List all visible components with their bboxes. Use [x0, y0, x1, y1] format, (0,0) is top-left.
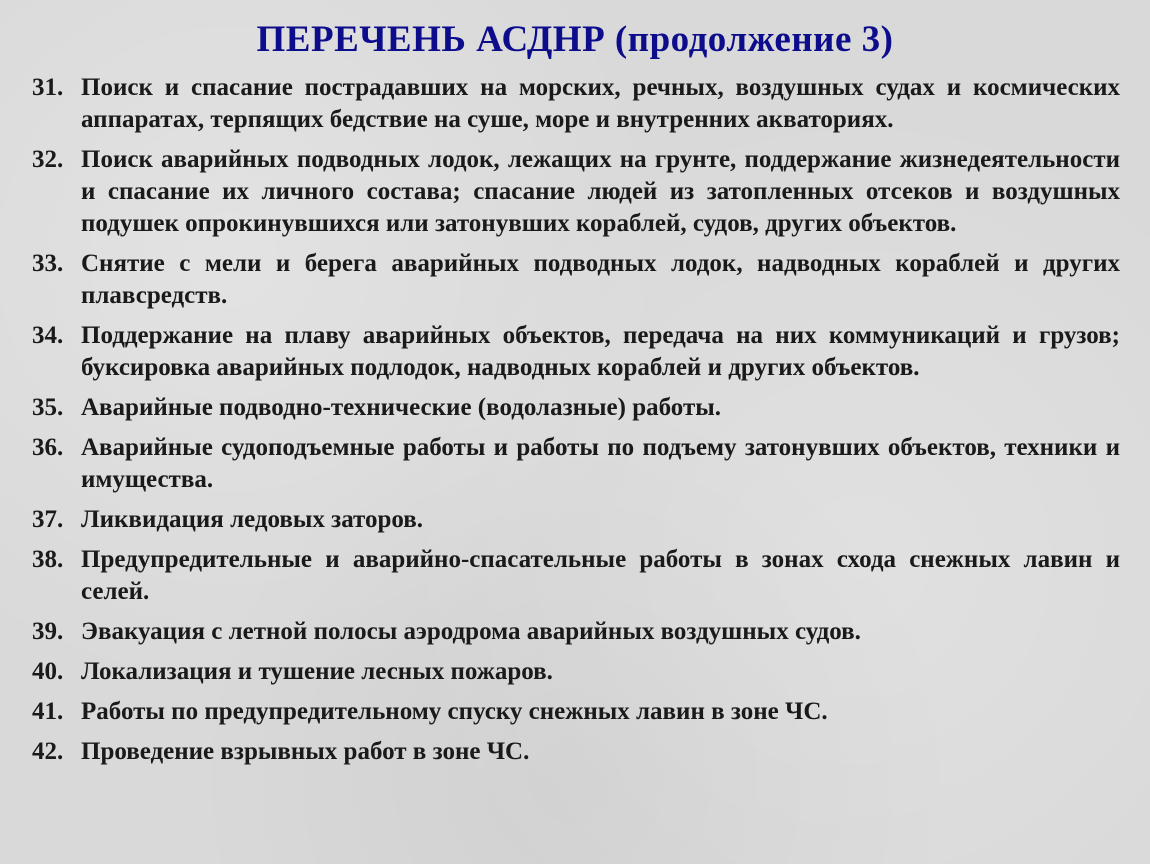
item-number: 36.: [32, 434, 64, 461]
item-text: Аварийные судоподъемные работы и работы по подъему затонувших объектов, техники и имущества.: [81, 434, 1120, 493]
item-text: Поиск и спасание пострадавших на морских, речных, воздушных судах и космических аппаратах, терпящих бедствие на суше, море и внутренних акваториях.: [81, 74, 1120, 133]
item-text: Снятие с мели и берега аварийных подводных лодок, надводных кораблей и других плавсредств.: [81, 250, 1120, 309]
list-item: [32, 248, 1120, 312]
list-item: [32, 320, 1120, 384]
item-number: 33.: [32, 250, 64, 277]
item-number: 38.: [32, 546, 64, 573]
item-text: Предупредительные и аварийно-спасательные работы в зонах схода снежных лавин и селей.: [81, 546, 1120, 605]
list-item: [32, 656, 1120, 688]
item-number: 41.: [32, 698, 64, 725]
list-item: [32, 696, 1120, 728]
page-title: ПЕРЕЧЕНЬ АСДНР (продолжение 3): [256, 19, 894, 60]
list-item: [32, 616, 1120, 648]
list-item: [32, 72, 1120, 136]
list-item: [32, 736, 1120, 768]
item-number: 32.: [32, 146, 64, 173]
item-number: 34.: [32, 322, 64, 349]
item-text: Работы по предупредительному спуску снежных лавин в зоне ЧС.: [81, 698, 828, 725]
item-text: Поиск аварийных подводных лодок, лежащих на грунте, поддержание жизнедеятельности и спасание их личного состава; спасание людей из затопленных отсеков и воздушных подушек опрокинувшихся или затонувших кораблей, судов, других объектов.: [81, 146, 1120, 237]
item-text: Поддержание на плаву аварийных объектов, передача на них коммуникаций и грузов; буксировка аварийных подлодок, надводных кораблей и других объектов.: [81, 322, 1120, 381]
item-number: 35.: [32, 394, 64, 421]
list-item: [32, 504, 1120, 536]
item-number: 39.: [32, 618, 64, 645]
item-text: Локализация и тушение лесных пожаров.: [81, 658, 553, 685]
item-text: Эвакуация с летной полосы аэродрома аварийных воздушных судов.: [81, 618, 861, 645]
item-number: 42.: [32, 738, 64, 765]
list-item: [32, 392, 1120, 424]
item-number: 31.: [32, 74, 64, 101]
item-number: 40.: [32, 658, 64, 685]
item-text: Аварийные подводно-технические (водолазные) работы.: [81, 394, 722, 421]
list-item: [32, 144, 1120, 240]
item-text: Ликвидация ледовых заторов.: [81, 506, 424, 533]
asdnr-list: [32, 72, 1120, 776]
item-text: Проведение взрывных работ в зоне ЧС.: [81, 738, 530, 765]
list-item: [32, 432, 1120, 496]
list-item: [32, 544, 1120, 608]
item-number: 37.: [32, 506, 64, 533]
